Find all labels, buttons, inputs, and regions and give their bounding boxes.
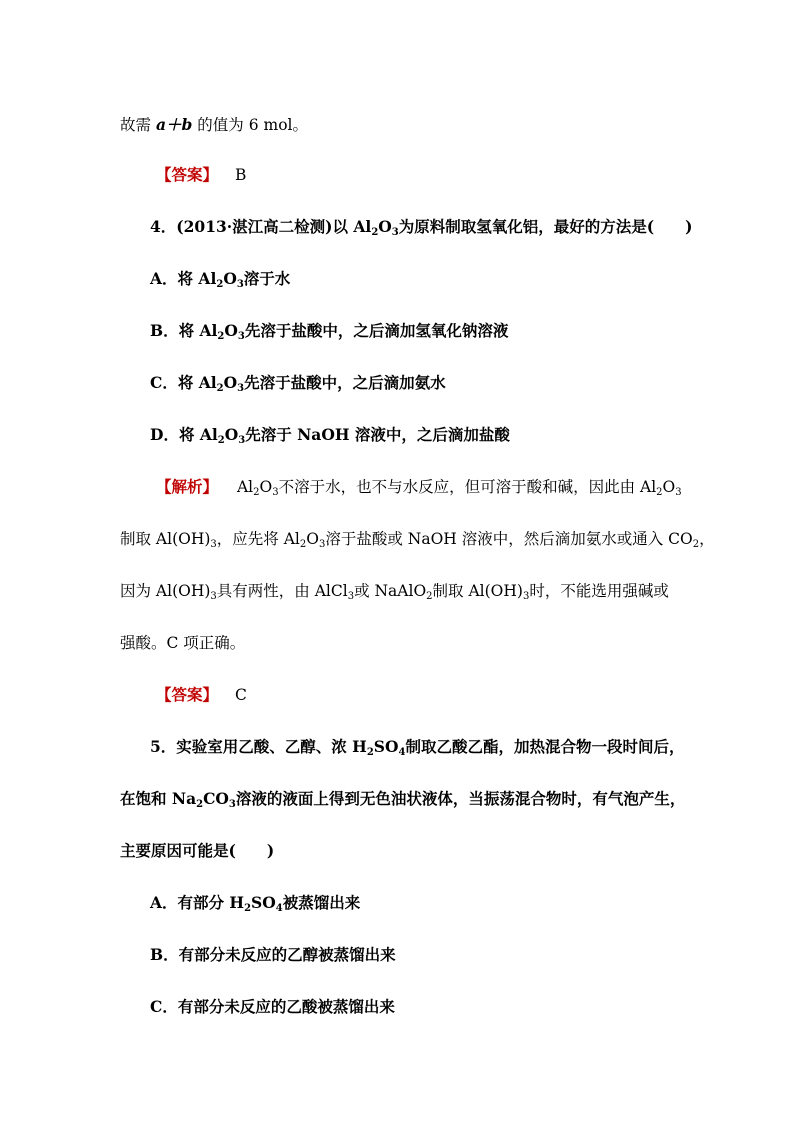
conclusion-line: 故需 a＋b 的值为 6 mol。 [120, 115, 308, 134]
answer-line-1: 【答案】 B [156, 165, 247, 184]
question-5-line-1: 5．实验室用乙酸、乙醇、浓 $H_2SO_4$制取乙酸乙酯，加热混合物一段时间后， [150, 737, 685, 758]
question-5-option-b: B．有部分未反应的乙醇被蒸馏出来 [150, 945, 396, 964]
question-4-option-b: B．将 $Al_2O_3$先溶于盐酸中，之后滴加氢氧化钠溶液 [150, 321, 509, 342]
question-4-option-d: D．将 $Al_2O_3$先溶于 NaOH 溶液中，之后滴加盐酸 [150, 425, 510, 446]
question-5-line-2: 在饱和 $Na_2CO_3$溶液的液面上得到无色油状液体，当振荡混合物时，有气泡产生， [120, 789, 686, 810]
explanation-line-4: 强酸。C 项正确。 [120, 634, 246, 652]
question-4-option-a: A．将 $Al_2O_3$溶于水 [150, 269, 291, 290]
explanation-line-3: 因为 $Al(OH)_3$具有两性，由 AlCl$_3$或 NaAlO$_2$制取 $Al(OH)_3$时，不能选用强碱或 [120, 582, 669, 602]
question-4-stem: 4．(2013·湛江高二检测)以 $Al_2O_3$为原料制取氢氧化铝，最好的方法是( ) [150, 217, 693, 238]
question-5-option-c: C．有部分未反应的乙酸被蒸馏出来 [150, 997, 395, 1016]
question-4-option-c: C．将 $Al_2O_3$先溶于盐酸中，之后滴加氨水 [150, 373, 446, 394]
question-5-option-a: A．有部分 $H_2SO_4$被蒸馏出来 [150, 893, 361, 914]
answer-line-2: 【答案】 C [156, 685, 247, 704]
explanation-line-1: 【解析】 $Al_2O_3$不溶于水，也不与水反应，但可溶于酸和碱，因此由 $Al_2O_3$ [156, 477, 682, 498]
explanation-line-2: 制取 $Al(OH)_3$，应先将 $Al_2O_3$溶于盐酸或 NaOH 溶液中，然后滴加氨水或通入 $CO_2$， [120, 530, 715, 550]
question-5-line-3: 主要原因可能是( ) [120, 841, 275, 860]
